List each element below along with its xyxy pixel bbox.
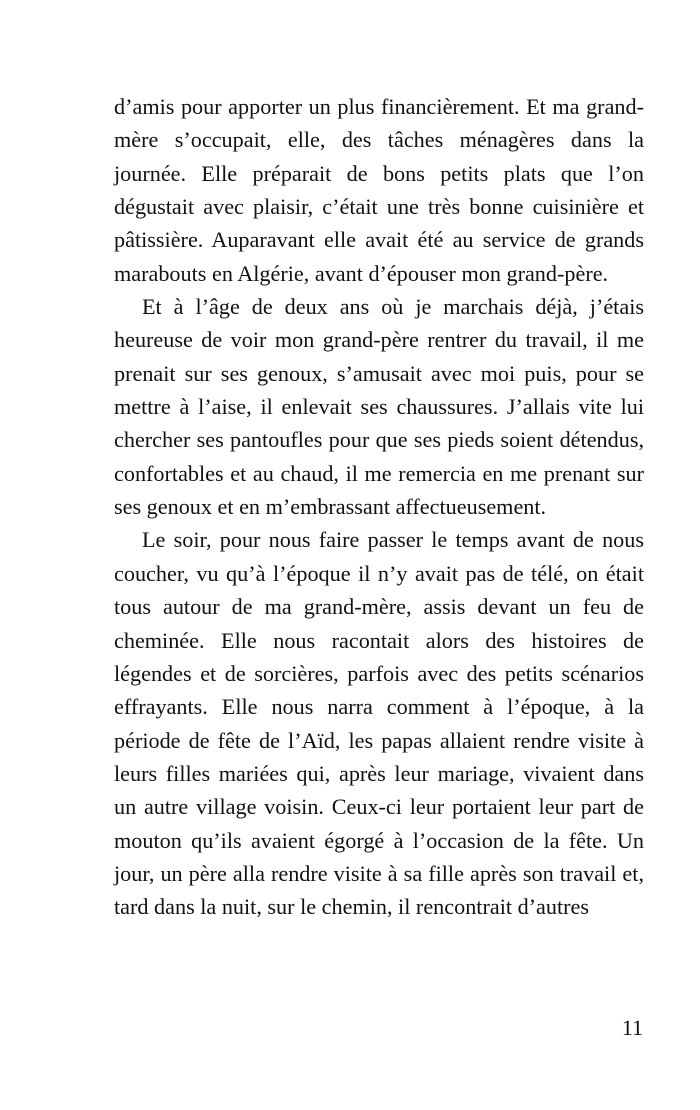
paragraph-2: Et à l’âge de deux ans où je marchais déjà, j’étais heureuse de voir mon grand-père rentrer du travail, il me prenait sur ses genoux, s’amusait avec moi puis, pour se mettre à l’aise, il enlevait ses chaussures. J’allais vite lui chercher ses pantoufles pour que ses pieds soient détendus, confortables et au chaud, il me remercia en me prenant sur ses genoux et en m’embrassant affectueusement. [114,294,644,520]
page-number: 11 [621,1015,643,1040]
paragraph-3: Le soir, pour nous faire passer le temps avant de nous coucher, vu qu’à l’époque il n’y avait pas de télé, on était tous autour de ma grand-mère, assis devant un feu de cheminée. Elle nous racontait alors des histoires de légendes et de sorcières, parfois avec des petits scénarios effrayants. Elle nous narra comment à l’époque, à la période de fête de l’Aïd, les papas allaient rendre visite à leurs filles mariées qui, après leur mariage, vivaient dans un autre village voisin. Ceux-ci leur portaient leur part de mouton qu’ils avaient égorgé à l’occasion de la fête. Un jour, un père alla rendre visite à sa fille après son travail et, tard dans la nuit, sur le chemin, il rencontrait d’autres [114,527,644,920]
body-text [114,90,644,924]
paragraph-1: d’amis pour apporter un plus financièrement. Et ma grand-mère s’occupait, elle, des tâches ménagères dans la journée. Elle préparait de bons petits plats que l’on dégustait avec plaisir, c’était une très bonne cuisinière et pâtissière. Auparavant elle avait été au service de grands marabouts en Algérie, avant d’épouser mon grand-père. [114,94,644,286]
